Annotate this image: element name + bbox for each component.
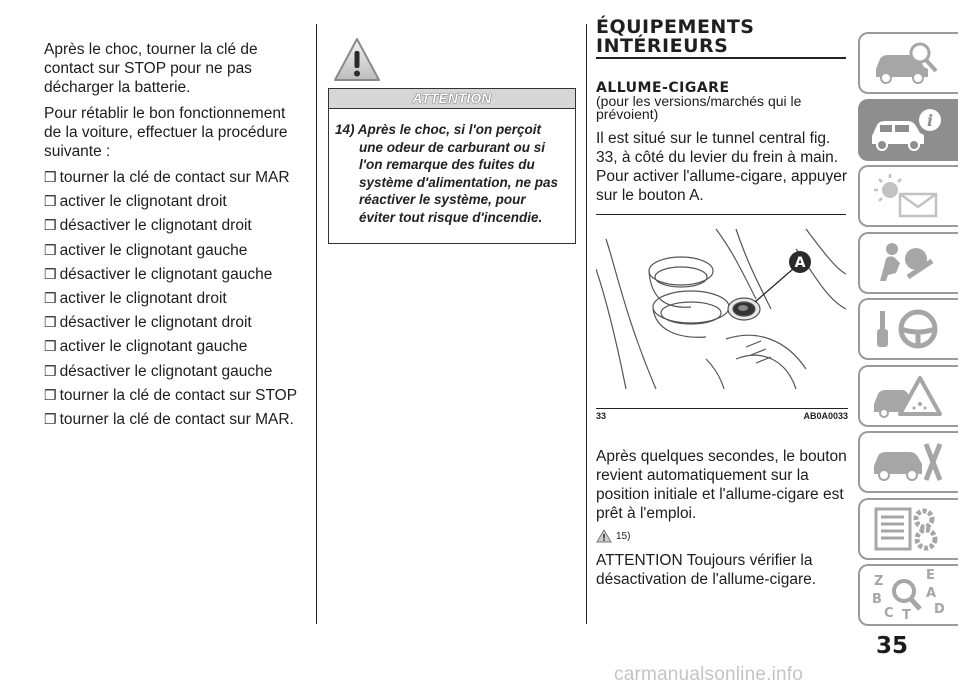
index-letter: T	[902, 608, 911, 621]
car-wrench-icon	[870, 438, 946, 486]
tab-technical-specs[interactable]	[858, 498, 958, 560]
index-letter: A	[926, 586, 937, 601]
checkbox-bullet-icon: ❒	[44, 314, 57, 331]
attention-text: 14) Après le choc, si l'on perçoit une odeur de carburant ou si l'on remarque des fuites du système d'alimentation, ne pas réactiver le système, pour éviter tout risque d'incendie.	[335, 122, 559, 225]
watermark: carmanualsonline.info	[614, 664, 804, 685]
index-letter: Z	[874, 574, 884, 589]
reference-number: 15)	[616, 530, 631, 542]
figure-caption	[596, 408, 848, 421]
subsection-note: (pour les versions/marchés qui le prévoient)	[596, 93, 802, 122]
list-item: ❒ activer le clignotant droit	[44, 289, 227, 307]
checkbox-bullet-icon: ❒	[44, 193, 57, 210]
paragraph-attention-deactivation: ATTENTION Toujours vérifier la désactivation de l'allume-cigare.	[596, 552, 817, 588]
tab-starting-driving[interactable]	[858, 298, 958, 360]
index-letter: B	[872, 592, 882, 607]
checkbox-bullet-icon: ❒	[44, 362, 57, 379]
section-title: ÉQUIPEMENTS INTÉRIEURS	[596, 16, 755, 57]
tab-emergency[interactable]	[858, 365, 958, 427]
paragraph-location: Il est situé sur le tunnel central fig. 33, à côté du levier du frein à main. Pour activer l'allume-cigare, appuyer sur le bouton A.	[596, 130, 848, 204]
car-search-icon	[870, 39, 946, 87]
checkbox-bullet-icon: ❒	[44, 410, 57, 427]
checkbox-bullet-icon: ❒	[44, 289, 57, 306]
tab-vehicle-info[interactable]	[858, 99, 958, 161]
subsection-title: ALLUME-CIGARE	[596, 80, 730, 96]
svg-text:i: i	[926, 110, 934, 130]
figure-33	[596, 214, 848, 421]
list-item: ❒ tourner la clé de contact sur MAR.	[44, 410, 294, 428]
procedure-steps-list	[44, 168, 306, 429]
list-item: ❒ désactiver le clignotant droit	[44, 314, 252, 332]
spec-list-gear-icon	[870, 505, 946, 553]
tab-safety[interactable]	[858, 232, 958, 294]
attention-box	[328, 109, 576, 244]
attention-header: ATTENTION	[328, 88, 576, 109]
tab-getting-to-know-car[interactable]	[858, 32, 958, 94]
checkbox-bullet-icon: ❒	[44, 217, 57, 234]
column-3	[596, 18, 848, 596]
checkbox-bullet-icon: ❒	[44, 169, 57, 185]
list-item: ❒ tourner la clé de contact sur STOP	[44, 386, 298, 404]
list-item: ❒ activer le clignotant droit	[44, 193, 227, 211]
checkbox-bullet-icon: ❒	[44, 338, 57, 355]
column-1	[44, 40, 306, 434]
figure-top-rule	[596, 214, 846, 215]
list-item: ❒ désactiver le clignotant gauche	[44, 362, 273, 380]
cigar-lighter-illustration	[596, 217, 846, 401]
paragraph-lighter-ready: Après quelques secondes, le bouton revient automatiquement sur la position initiale et l'allume-cigare est prêt à l'emploi.	[596, 448, 847, 522]
tab-maintenance[interactable]	[858, 431, 958, 493]
warning-reference	[596, 529, 848, 543]
figure-number: 33	[596, 411, 607, 421]
list-item: ❒ activer le clignotant gauche	[44, 338, 248, 356]
chapter-tabs-sidebar	[858, 32, 958, 631]
checkbox-bullet-icon: ❒	[44, 265, 57, 282]
paragraph-after-crash: Après le choc, tourner la clé de contact sur STOP pour ne pas décharger la batterie.	[44, 41, 258, 96]
index-letters-icon	[870, 569, 946, 621]
list-item: ❒ désactiver le clignotant gauche	[44, 265, 273, 283]
figure-code: AB0A0033	[803, 411, 848, 421]
car-warning-triangle-icon	[870, 372, 946, 420]
index-letter: C	[884, 606, 894, 621]
list-item: ❒ activer le clignotant gauche	[44, 241, 248, 259]
small-warning-icon	[596, 529, 612, 543]
checkbox-bullet-icon: ❒	[44, 386, 57, 403]
warning-triangle-icon	[332, 36, 382, 84]
list-item: ❒ tourner la clé de contact sur MAR	[44, 169, 290, 186]
warning-lights-icon	[870, 172, 946, 220]
index-letter: E	[926, 569, 935, 583]
list-item: ❒ désactiver le clignotant droit	[44, 217, 252, 235]
column-divider-2	[586, 24, 587, 624]
car-info-icon	[870, 106, 946, 154]
column-2	[328, 36, 576, 244]
tab-warning-lights[interactable]	[858, 165, 958, 227]
checkbox-bullet-icon: ❒	[44, 241, 57, 258]
callout-a-label: A	[794, 255, 806, 271]
column-divider-1	[316, 24, 317, 624]
index-letter: D	[934, 602, 945, 617]
paragraph-procedure-intro: Pour rétablir le bon fonctionnement de la voiture, effectuer la procédure suivante :	[44, 105, 288, 160]
key-steering-icon	[870, 305, 946, 353]
section-title-rule	[596, 57, 846, 59]
tab-index[interactable]	[858, 564, 958, 626]
page-number: 35	[876, 633, 909, 659]
airbag-seat-icon	[870, 239, 946, 287]
